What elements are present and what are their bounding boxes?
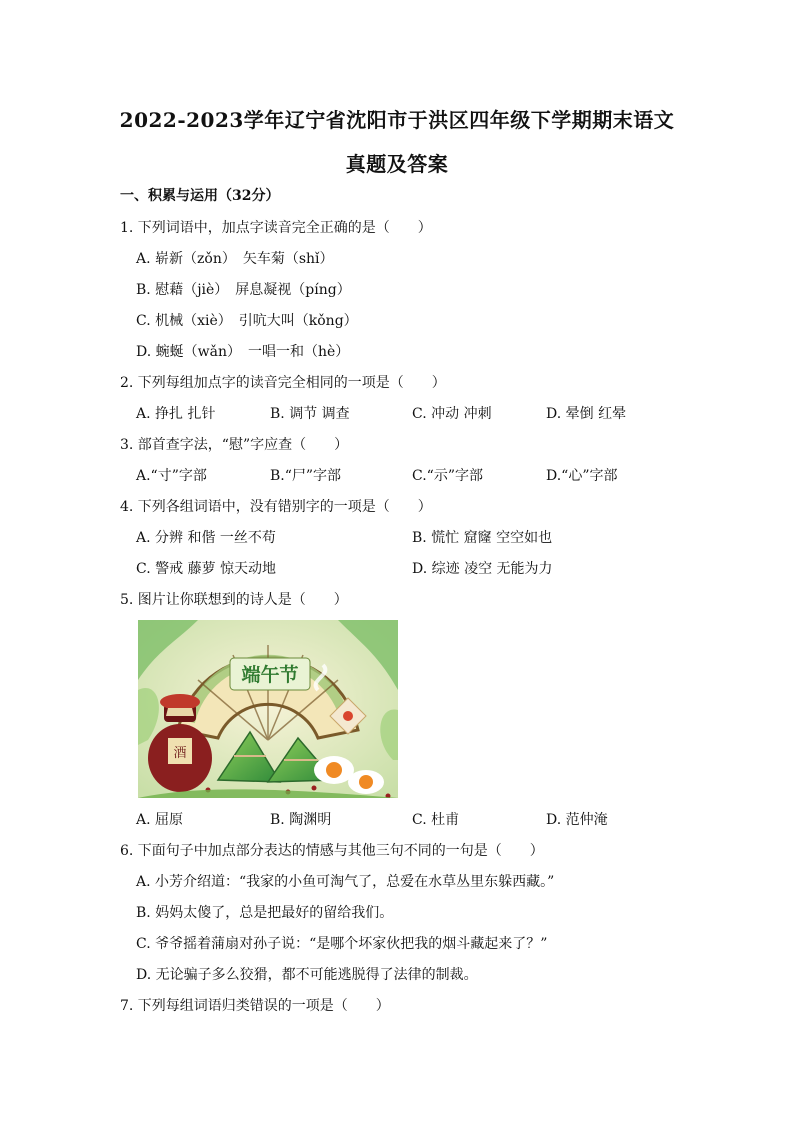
q3-option-a: A.“寸”字部	[136, 468, 207, 484]
q4-option-a: A. 分辨 和偕 一丝不苟	[136, 530, 276, 546]
question-6: 6. 下面句子中加点部分表达的情感与其他三句不同的一句是（ ）	[120, 843, 544, 859]
question-5: 5. 图片让你联想到的诗人是（ ）	[120, 592, 348, 608]
festival-title-text: 端午节	[241, 664, 299, 686]
q4-option-b: B. 慌忙 窟窿 空空如也	[412, 530, 553, 546]
q2-option-c: C. 冲动 冲刺	[412, 406, 492, 422]
dragon-boat-festival-image	[138, 620, 398, 798]
question-4: 4. 下列各组词语中，没有错别字的一项是（ ）	[120, 499, 432, 515]
document-title-line2: 真题及答案	[345, 152, 449, 176]
q6-option-a: A. 小芳介绍道：“我家的小鱼可淘气了，总爱在水草丛里东躲西藏。”	[136, 874, 555, 890]
q4-option-d: D. 综迹 凌空 无能为力	[412, 561, 553, 577]
q2-option-a: A. 挣扎 扎针	[136, 406, 216, 422]
document-title: 2022-2023学年辽宁省沈阳市于洪区四年级下学期期末语文	[119, 108, 675, 132]
q6-option-d: D. 无论骗子多么狡猾，都不可能逃脱得了法律的制裁。	[136, 967, 478, 983]
q1-option-c: C. 机械（xiè） 引吭大叫（kǒng）	[136, 313, 358, 329]
question-3: 3. 部首查字法，“慰”字应查（ ）	[120, 437, 349, 453]
q5-option-c: C. 杜甫	[412, 812, 460, 828]
q6-option-c: C. 爷爷摇着蒲扇对孙子说：“是哪个坏家伙把我的烟斗藏起来了？”	[136, 936, 548, 952]
q6-option-b: B. 妈妈太傻了，总是把最好的留给我们。	[136, 905, 394, 921]
q1-option-a: A. 崭新（zǒn） 矢车菊（shǐ）	[136, 251, 334, 267]
question-1: 1. 下列词语中，加点字读音完全正确的是（ ）	[120, 220, 432, 236]
q3-option-c: C.“示”字部	[412, 468, 483, 484]
question-2: 2. 下列每组加点字的读音完全相同的一项是（ ）	[120, 375, 446, 391]
q3-option-b: B.“尸”字部	[270, 468, 342, 484]
festival-illustration	[138, 620, 398, 798]
q3-option-d: D.“心”字部	[546, 468, 618, 484]
q5-option-d: D. 范仲淹	[546, 812, 608, 828]
question-7: 7. 下列每组词语归类错误的一项是（ ）	[120, 998, 390, 1014]
q1-option-b: B. 慰藉（jiè） 屏息凝视（píng）	[136, 282, 351, 298]
jar-label-text: 酒	[173, 746, 187, 761]
section-heading: 一、积累与运用（32分）	[120, 188, 280, 204]
q4-option-c: C. 警戒 藤萝 惊天动地	[136, 561, 277, 577]
q1-option-d: D. 蜿蜒（wǎn） 一唱一和（hè）	[136, 344, 350, 360]
q5-option-b: B. 陶渊明	[270, 812, 332, 828]
q2-option-b: B. 调节 调查	[270, 406, 350, 422]
q5-option-a: A. 屈原	[136, 812, 184, 828]
q2-option-d: D. 晕倒 红晕	[546, 406, 627, 422]
